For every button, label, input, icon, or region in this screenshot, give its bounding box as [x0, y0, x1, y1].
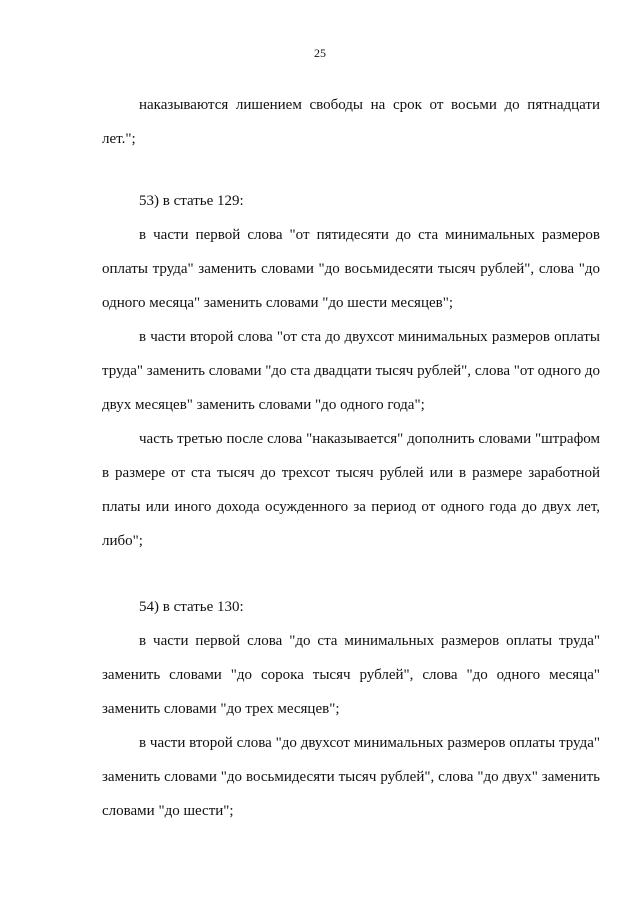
- article-129-part-1: в части первой слова "от пятидесяти до ста минимальных размеров оплаты труда" заменить словами "до восьмидесяти тысяч рублей", слова "до одного месяца" заменить словами "до шести месяцев";: [102, 227, 600, 311]
- article-129-part-3: часть третью после слова "наказывается" дополнить словами "штрафом в размере от ста тысяч до трехсот тысяч рублей или в размере заработной платы или иного дохода осужденного за период от одного года до двух лет, либо";: [102, 431, 600, 549]
- article-129-heading: 53) в статье 129:: [139, 193, 244, 209]
- page-number: 25: [314, 46, 326, 60]
- article-130-heading: 54) в статье 130:: [139, 599, 244, 615]
- article-130-part-1: в части первой слова "до ста минимальных размеров оплаты труда" заменить словами "до сорока тысяч рублей", слова "до одного месяца" заменить словами "до трех месяцев";: [102, 633, 600, 717]
- article-129-part-2: в части второй слова "от ста до двухсот минимальных размеров оплаты труда" заменить словами "до ста двадцати тысяч рублей", слова "от одного до двух месяцев" заменить словами "до одного года";: [102, 329, 600, 413]
- article-130-part-2: в части второй слова "до двухсот минимальных размеров оплаты труда" заменить словами "до восьмидесяти тысяч рублей", слова "до двух" заменить словами "до шести";: [102, 735, 600, 819]
- paragraph-continuation: наказываются лишением свободы на срок от восьми до пятнадцати лет.";: [102, 97, 600, 147]
